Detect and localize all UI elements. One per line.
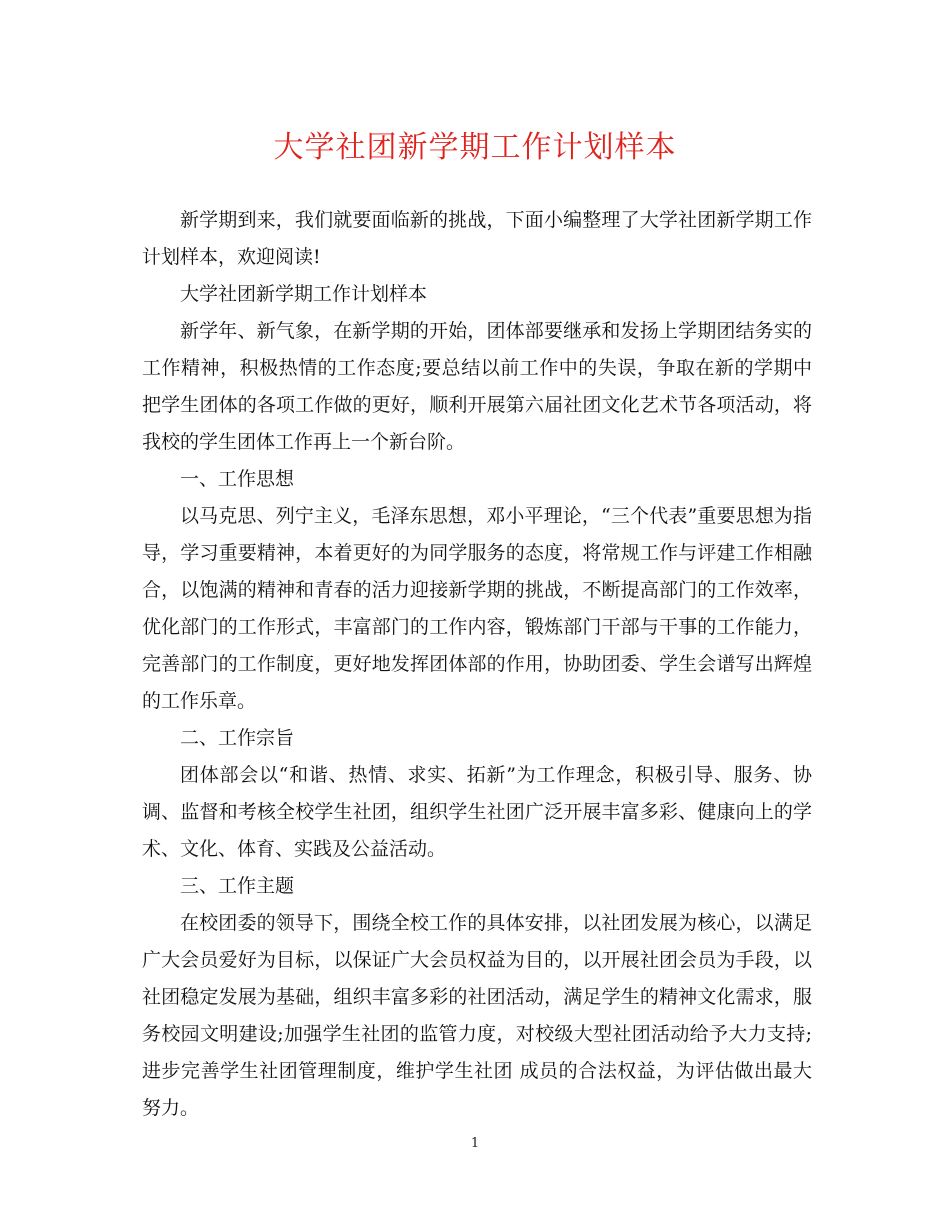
body-paragraph-1: 新学年、新气象，在新学期的开始，团体部要继承和发扬上学期团结务实的工作精神，积极热情的工作态度;要总结以前工作中的失误，争取在新的学期中把学生团体的各项工作做的更好，顺利开展第六届社团文化艺术节各项活动，将我校的学生团体工作再上一个新台阶。 — [142, 320, 812, 453]
document-body — [142, 202, 812, 1127]
body-paragraph-4: 在校团委的领导下，围绕全校工作的具体安排，以社团发展为核心，以满足广大会员爱好为目标，以保证广大会员权益为目的，以开展社团会员为手段，以社团稳定发展为基础，组织丰富多彩的社团活动，满足学生的精神文化需求，服务校园文明建设;加强学生社团的监管力度，对校级大型社团活动给予大力支持;进步完善学生社团管理制度，维护学生社团 成员的合法权益，为评估做出最大努力。 — [142, 912, 812, 1119]
section-heading-1: 一、工作思想 — [180, 468, 295, 490]
document-title: 大学社团新学期工作计划样本 — [273, 130, 677, 165]
page-number: 1 — [470, 1136, 480, 1151]
body-paragraph-3: 团体部会以“和谐、热情、求实、拓新”为工作理念，积极引导、服务、协调、监督和考核全校学生社团，组织学生社团广泛开展丰富多彩、健康向上的学术、文化、体育、实践及公益活动。 — [142, 764, 812, 860]
intro-paragraph: 新学期到来，我们就要面临新的挑战，下面小编整理了大学社团新学期工作计划样本，欢迎阅读! — [142, 209, 812, 268]
section-heading-2: 二、工作宗旨 — [180, 727, 295, 749]
body-paragraph-2: 以马克思、列宁主义，毛泽东思想，邓小平理论，“三个代表”重要思想为指导，学习重要精神，本着更好的为同学服务的态度，将常规工作与评建工作相融合，以饱满的精神和青春的活力迎接新学期的挑战，不断提高部门的工作效率，优化部门的工作形式，丰富部门的工作内容，锻炼部门干部与干事的工作能力，完善部门的工作制度，更好地发挥团体部的作用，协助团委、学生会谱写出辉煌的工作乐章。 — [142, 505, 812, 712]
section-heading-3: 三、工作主题 — [180, 875, 295, 897]
subtitle-line: 大学社团新学期工作计划样本 — [180, 283, 428, 305]
